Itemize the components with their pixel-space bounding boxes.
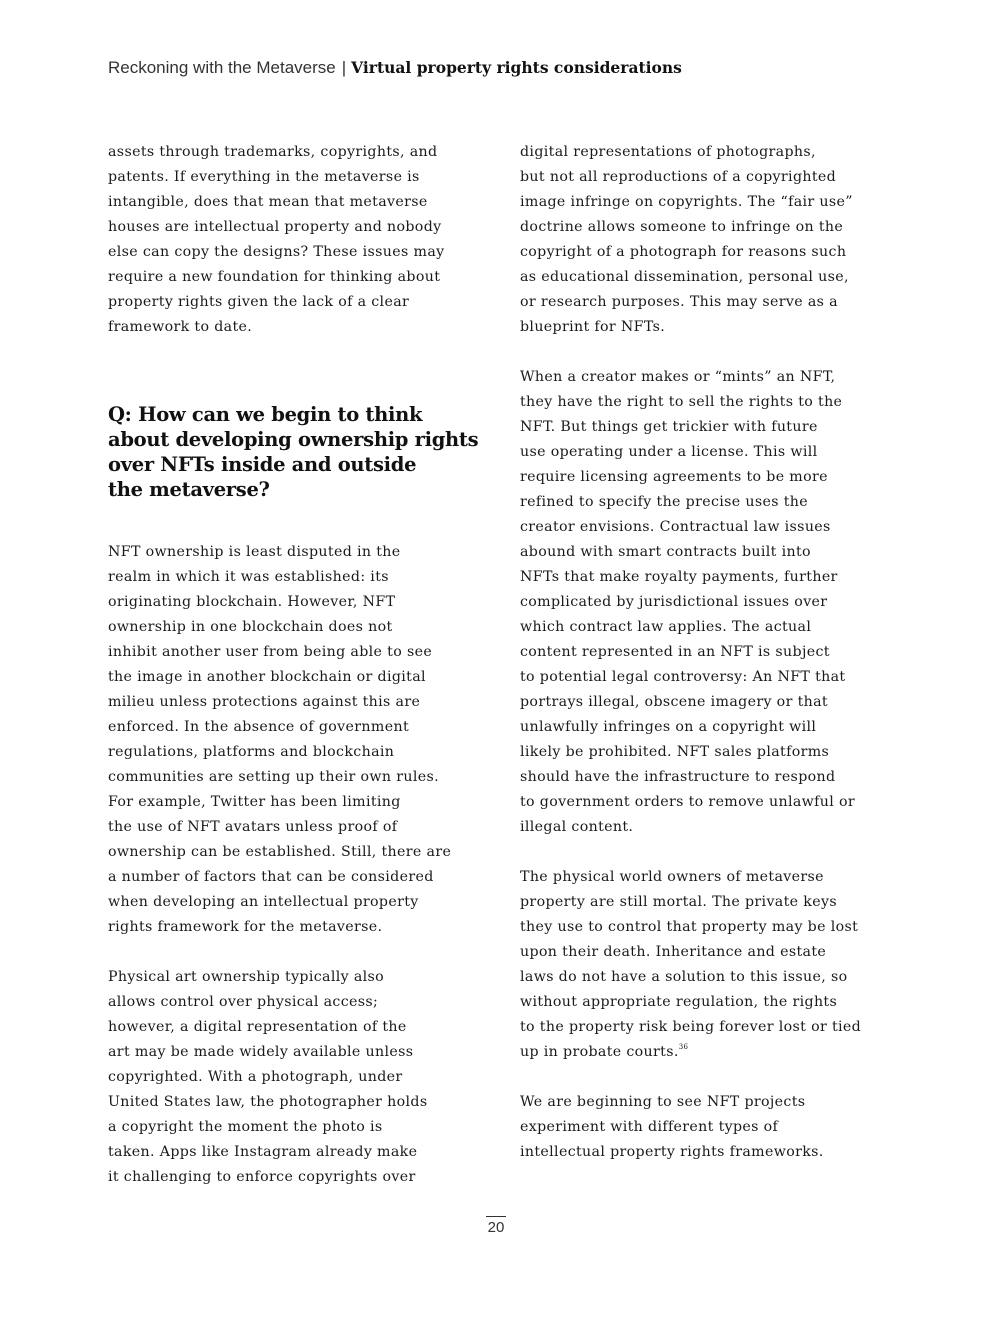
text-line: they have the right to sell the rights to the	[520, 394, 843, 410]
text-line: upon their death. Inheritance and estate	[520, 944, 827, 960]
text-line: property rights given the lack of a clear	[108, 294, 410, 310]
text-line: unlawfully infringes on a copyright will	[520, 719, 817, 735]
text-line: regulations, platforms and blockchain	[108, 744, 395, 760]
text-line: blueprint for NFTs.	[520, 319, 666, 335]
heading-line: over NFTs inside and outside	[108, 453, 417, 476]
text-line: refined to specify the precise uses the	[520, 494, 809, 510]
text-line: NFT ownership is least disputed in the	[108, 544, 401, 560]
text-line: to the property risk being forever lost or tied	[520, 1019, 862, 1035]
right-column	[520, 140, 900, 1165]
text-line: originating blockchain. However, NFT	[108, 594, 396, 610]
text-line: without appropriate regulation, the rights	[520, 994, 838, 1010]
text-line: The physical world owners of metaverse	[520, 869, 824, 885]
text-line: communities are setting up their own rules.	[108, 769, 439, 785]
text-line: allows control over physical access;	[108, 994, 379, 1010]
text-line: require a new foundation for thinking about	[108, 269, 441, 285]
text-line: houses are intellectual property and nobody	[108, 219, 442, 235]
intro-paragraph	[108, 140, 488, 340]
text-line: realm in which it was established: its	[108, 569, 389, 585]
ownership-paragraph	[108, 540, 488, 940]
text-line: a copyright the moment the photo is	[108, 1119, 383, 1135]
text-line: art may be made widely available unless	[108, 1044, 414, 1060]
text-line: digital representations of photographs,	[520, 144, 816, 160]
text-line: laws do not have a solution to this issue, so	[520, 969, 848, 985]
text-line: likely be prohibited. NFT sales platforms	[520, 744, 830, 760]
text-line: For example, Twitter has been limiting	[108, 794, 401, 810]
text-line: a number of factors that can be considered	[108, 869, 434, 885]
text-line: We are beginning to see NFT projects	[520, 1094, 806, 1110]
text-line: the use of NFT avatars unless proof of	[108, 819, 398, 835]
text-line: ownership in one blockchain does not	[108, 619, 393, 635]
text-line: copyrighted. With a photograph, under	[108, 1069, 403, 1085]
text-line: to potential legal controversy: An NFT that	[520, 669, 846, 685]
text-line: assets through trademarks, copyrights, and	[108, 144, 438, 160]
heading-line: the metaverse?	[108, 478, 270, 501]
text-line: image infringe on copyrights. The “fair use”	[520, 194, 853, 210]
text-line: ownership can be established. Still, there are	[108, 844, 452, 860]
inheritance-paragraph	[520, 865, 900, 1065]
running-header	[108, 56, 682, 80]
text-line: the image in another blockchain or digital	[108, 669, 426, 685]
text-line: use operating under a license. This will	[520, 444, 818, 460]
text-line: milieu unless protections against this are	[108, 694, 421, 710]
text-line: it challenging to enforce copyrights over	[108, 1169, 416, 1185]
projects-paragraph	[520, 1090, 900, 1165]
text-line: Physical art ownership typically also	[108, 969, 385, 985]
text-line: inhibit another user from being able to see	[108, 644, 433, 660]
text-line: copyright of a photograph for reasons such	[520, 244, 847, 260]
text-line: else can copy the designs? These issues may	[108, 244, 445, 260]
text-line: they use to control that property may be lost	[520, 919, 859, 935]
text-line: or research purposes. This may serve as a	[520, 294, 838, 310]
document-title: Reckoning with the Metaverse	[108, 58, 336, 77]
text-line: United States law, the photographer holds	[108, 1094, 428, 1110]
text-line: as educational dissemination, personal use,	[520, 269, 849, 285]
text-line: portrays illegal, obscene imagery or that	[520, 694, 828, 710]
text-line: intangible, does that mean that metaverse	[108, 194, 428, 210]
text-line: doctrine allows someone to infringe on the	[520, 219, 844, 235]
text-line: rights framework for the metaverse.	[108, 919, 383, 935]
heading-line: Q: How can we begin to think	[108, 403, 423, 426]
text-line: however, a digital representation of the	[108, 1019, 407, 1035]
page-number: 20	[486, 1216, 506, 1238]
question-heading	[108, 402, 488, 502]
text-line: patents. If everything in the metaverse is	[108, 169, 420, 185]
text-line: enforced. In the absence of government	[108, 719, 409, 735]
text-line: experiment with different types of	[520, 1119, 779, 1135]
heading-line: about developing ownership rights	[108, 428, 479, 451]
fair-use-paragraph	[520, 140, 900, 340]
text-line: when developing an intellectual property	[108, 894, 419, 910]
text-line: taken. Apps like Instagram already make	[108, 1144, 418, 1160]
text-line: complicated by jurisdictional issues over	[520, 594, 828, 610]
text-line: framework to date.	[108, 319, 253, 335]
left-column	[108, 140, 488, 1190]
text-line	[520, 1040, 900, 1065]
text-line: should have the infrastructure to respond	[520, 769, 836, 785]
text-line: NFT. But things get trickier with future	[520, 419, 818, 435]
last-line-text: up in probate courts.	[520, 1044, 679, 1060]
text-line: When a creator makes or “mints” an NFT,	[520, 369, 836, 385]
text-line: but not all reproductions of a copyrighted	[520, 169, 837, 185]
physical-art-paragraph	[108, 965, 488, 1190]
text-line: intellectual property rights frameworks.	[520, 1144, 824, 1160]
text-line: NFTs that make royalty payments, further	[520, 569, 838, 585]
minting-paragraph	[520, 365, 900, 840]
text-line: creator envisions. Contractual law issues	[520, 519, 831, 535]
footnote-reference[interactable]: 36	[678, 1043, 689, 1051]
text-line: abound with smart contracts built into	[520, 544, 811, 560]
text-line: require licensing agreements to be more	[520, 469, 828, 485]
text-line: illegal content.	[520, 819, 634, 835]
section-title: Virtual property rights considerations	[351, 58, 682, 77]
header-separator: |	[341, 58, 347, 77]
text-line: content represented in an NFT is subject	[520, 644, 830, 660]
text-line: to government orders to remove unlawful or	[520, 794, 855, 810]
text-line: property are still mortal. The private keys	[520, 894, 837, 910]
text-line: which contract law applies. The actual	[520, 619, 812, 635]
